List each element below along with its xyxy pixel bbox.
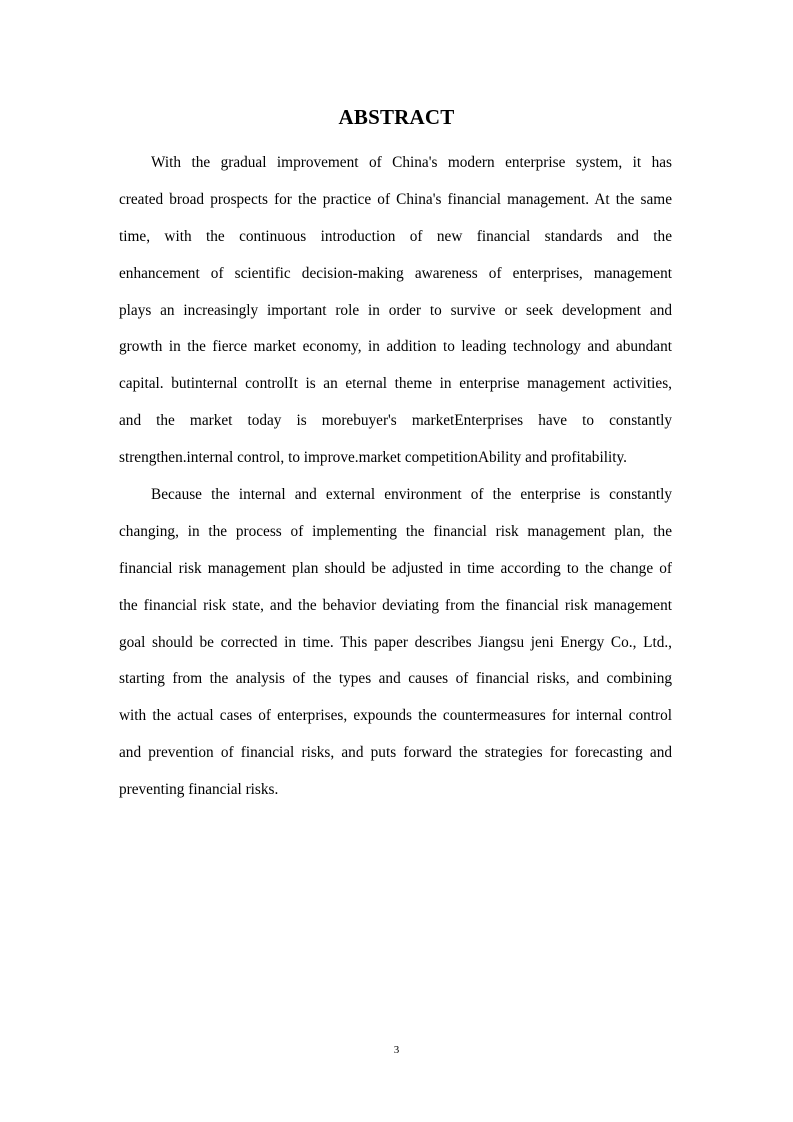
page-number: 3 xyxy=(393,1044,400,1056)
abstract-heading: ABSTRACT xyxy=(338,105,455,129)
text-line: the financial risk state, and the behavior deviating from the financial risk management xyxy=(119,596,672,614)
text-line: With the gradual improvement of China's modern enterprise system, it has xyxy=(151,154,672,171)
text-line: goal should be corrected in time. This paper describes Jiangsu jeni Energy Co., Ltd., xyxy=(119,633,672,651)
text-line: Because the internal and external environment of the enterprise is constantly xyxy=(151,486,672,504)
text-line: enhancement of scientific decision-making awareness of enterprises, management xyxy=(119,264,672,282)
text-line: changing, in the process of implementing the financial risk management plan, the xyxy=(119,522,672,540)
text-line: starting from the analysis of the types and causes of financial risks, and combining xyxy=(119,670,672,688)
abstract-paragraph-2 xyxy=(119,483,672,815)
text-line: plays an increasingly important role in order to survive or seek development and xyxy=(119,301,672,319)
text-line: growth in the fierce market economy, in addition to leading technology and abundant xyxy=(119,338,672,356)
text-line: and the market today is morebuyer's marketEnterprises have to constantly xyxy=(119,412,672,430)
text-line: created broad prospects for the practice of China's financial management. At the same xyxy=(119,190,672,208)
text-line: capital. butinternal controlIt is an eternal theme in enterprise management activities, xyxy=(119,375,672,393)
abstract-paragraph-1 xyxy=(119,151,672,483)
text-line: financial risk management plan should be adjusted in time according to the change of xyxy=(119,559,672,577)
text-line: time, with the continuous introduction of new financial standards and the xyxy=(119,227,672,245)
abstract-body xyxy=(119,151,672,815)
text-line: with the actual cases of enterprises, expounds the countermeasures for internal control xyxy=(119,707,672,725)
text-line: and prevention of financial risks, and puts forward the strategies for forecasting and xyxy=(119,744,672,762)
text-line: preventing financial risks. xyxy=(119,781,279,799)
text-line: strengthen.internal control, to improve.market competitionAbility and profitability. xyxy=(119,449,627,467)
